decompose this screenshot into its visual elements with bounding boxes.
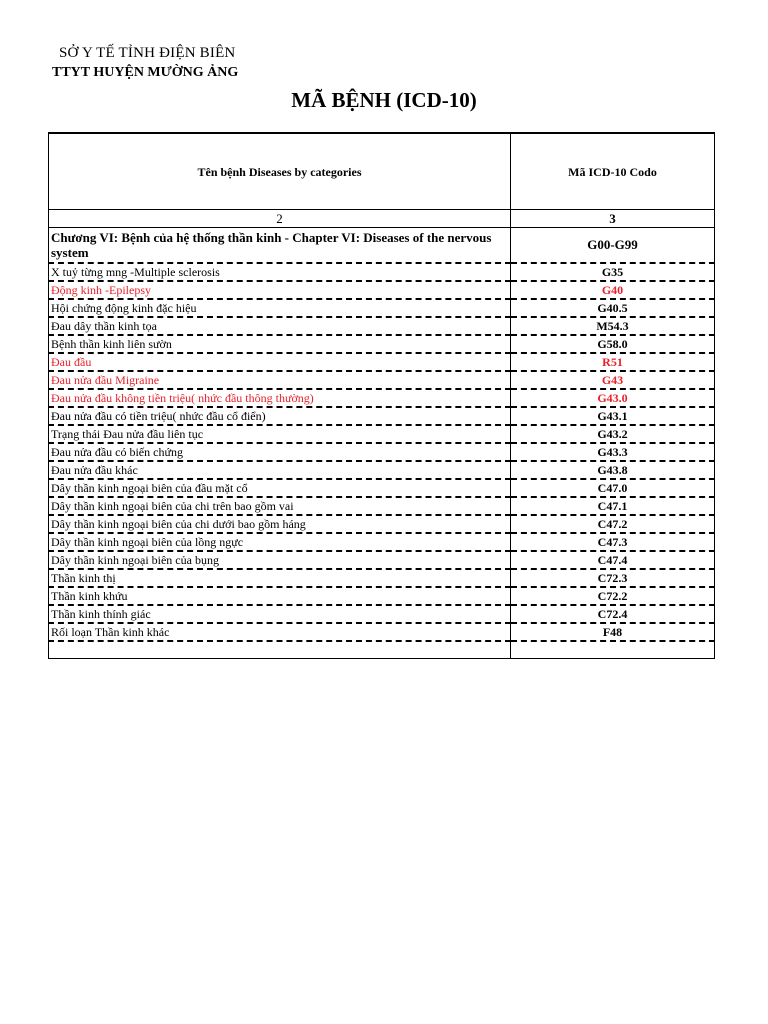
disease-name: Đau nửa đầu Migraine bbox=[49, 371, 511, 389]
table-row bbox=[49, 533, 715, 551]
icd-code: G43.3 bbox=[511, 443, 715, 461]
disease-name: Đau nửa đầu có biến chứng bbox=[49, 443, 511, 461]
table-row bbox=[49, 335, 715, 353]
page-title: MÃ BỆNH (ICD-10) bbox=[291, 88, 477, 112]
disease-name: X tuỷ từng mng -Multiple sclerosis bbox=[49, 263, 511, 281]
chapter-code: G00-G99 bbox=[511, 228, 715, 264]
icd-code: G43 bbox=[511, 371, 715, 389]
chapter-row bbox=[49, 228, 715, 264]
empty-row bbox=[49, 641, 715, 659]
empty-cell bbox=[49, 641, 511, 659]
icd-table bbox=[48, 132, 715, 659]
icd-code: G40 bbox=[511, 281, 715, 299]
table-row bbox=[49, 263, 715, 281]
col-name-header: Tên bệnh Diseases by categories bbox=[49, 133, 511, 210]
disease-name: Dây thần kinh ngoại biên của chi trên bao gồm vai bbox=[49, 497, 511, 515]
icd-code: C47.3 bbox=[511, 533, 715, 551]
table-row bbox=[49, 479, 715, 497]
table-row bbox=[49, 497, 715, 515]
table-row bbox=[49, 317, 715, 335]
icd-code: G43.1 bbox=[511, 407, 715, 425]
icd-code: C72.2 bbox=[511, 587, 715, 605]
disease-name: Động kinh -Epilepsy bbox=[49, 281, 511, 299]
table-row bbox=[49, 515, 715, 533]
icd-code: G58.0 bbox=[511, 335, 715, 353]
icd-code: G43.2 bbox=[511, 425, 715, 443]
icd-code: G43.8 bbox=[511, 461, 715, 479]
table-row bbox=[49, 461, 715, 479]
disease-name: Dây thần kinh ngoại biên của chi dưới bao gồm háng bbox=[49, 515, 511, 533]
table-row bbox=[49, 605, 715, 623]
table-row bbox=[49, 281, 715, 299]
table-row bbox=[49, 443, 715, 461]
icd-code: G43.0 bbox=[511, 389, 715, 407]
table-row bbox=[49, 587, 715, 605]
col-code-number: 3 bbox=[511, 210, 715, 228]
disease-name: Đau nửa đầu khác bbox=[49, 461, 511, 479]
disease-name: Dây thần kinh ngoại biên của đầu mặt cổ bbox=[49, 479, 511, 497]
icd-code: C47.2 bbox=[511, 515, 715, 533]
table-row bbox=[49, 623, 715, 641]
disease-name: Thần kinh khứu bbox=[49, 587, 511, 605]
icd-code: R51 bbox=[511, 353, 715, 371]
column-number-row bbox=[49, 210, 715, 228]
org-line-1: SỞ Y TẾ TỈNH ĐIỆN BIÊN bbox=[59, 45, 236, 61]
icd-code: C72.3 bbox=[511, 569, 715, 587]
table-row bbox=[49, 551, 715, 569]
disease-name: Đau dây thần kinh tọa bbox=[49, 317, 511, 335]
disease-name: Đau nửa đầu không tiền triệu( nhức đầu thông thường) bbox=[49, 389, 511, 407]
disease-name: Dây thần kinh ngoại biên của lồng ngực bbox=[49, 533, 511, 551]
col-name-number: 2 bbox=[49, 210, 511, 228]
disease-name: Đau nửa đầu có tiền triệu( nhức đầu cổ điển) bbox=[49, 407, 511, 425]
chapter-name: Chương VI: Bệnh của hệ thống thần kinh - Chapter VI: Diseases of the nervous system bbox=[49, 228, 511, 264]
disease-name: Trạng thái Đau nửa đầu liên tục bbox=[49, 425, 511, 443]
disease-name: Hội chứng động kinh đặc hiệu bbox=[49, 299, 511, 317]
icd-code: G40.5 bbox=[511, 299, 715, 317]
icd-code: G35 bbox=[511, 263, 715, 281]
icd-code: C47.4 bbox=[511, 551, 715, 569]
empty-cell bbox=[511, 641, 715, 659]
table-row bbox=[49, 425, 715, 443]
icd-code: C47.0 bbox=[511, 479, 715, 497]
icd-code: C47.1 bbox=[511, 497, 715, 515]
icd-code: C72.4 bbox=[511, 605, 715, 623]
disease-name: Thần kinh thính giác bbox=[49, 605, 511, 623]
disease-name: Đau đầu bbox=[49, 353, 511, 371]
icd-code: M54.3 bbox=[511, 317, 715, 335]
table-row bbox=[49, 389, 715, 407]
table-row bbox=[49, 299, 715, 317]
icd-code: F48 bbox=[511, 623, 715, 641]
disease-name: Bệnh thần kinh liên sườn bbox=[49, 335, 511, 353]
table-row bbox=[49, 569, 715, 587]
disease-name: Dây thần kinh ngoại biên của bụng bbox=[49, 551, 511, 569]
table-row bbox=[49, 371, 715, 389]
col-code-header: Mã ICD-10 Codo bbox=[511, 133, 715, 210]
table-header-row bbox=[49, 133, 715, 210]
disease-name: Thần kinh thị bbox=[49, 569, 511, 587]
org-line-2: TTYT HUYỆN MƯỜNG ẢNG bbox=[52, 65, 239, 80]
disease-name: Rối loạn Thần kinh khác bbox=[49, 623, 511, 641]
table-row bbox=[49, 353, 715, 371]
table-row bbox=[49, 407, 715, 425]
